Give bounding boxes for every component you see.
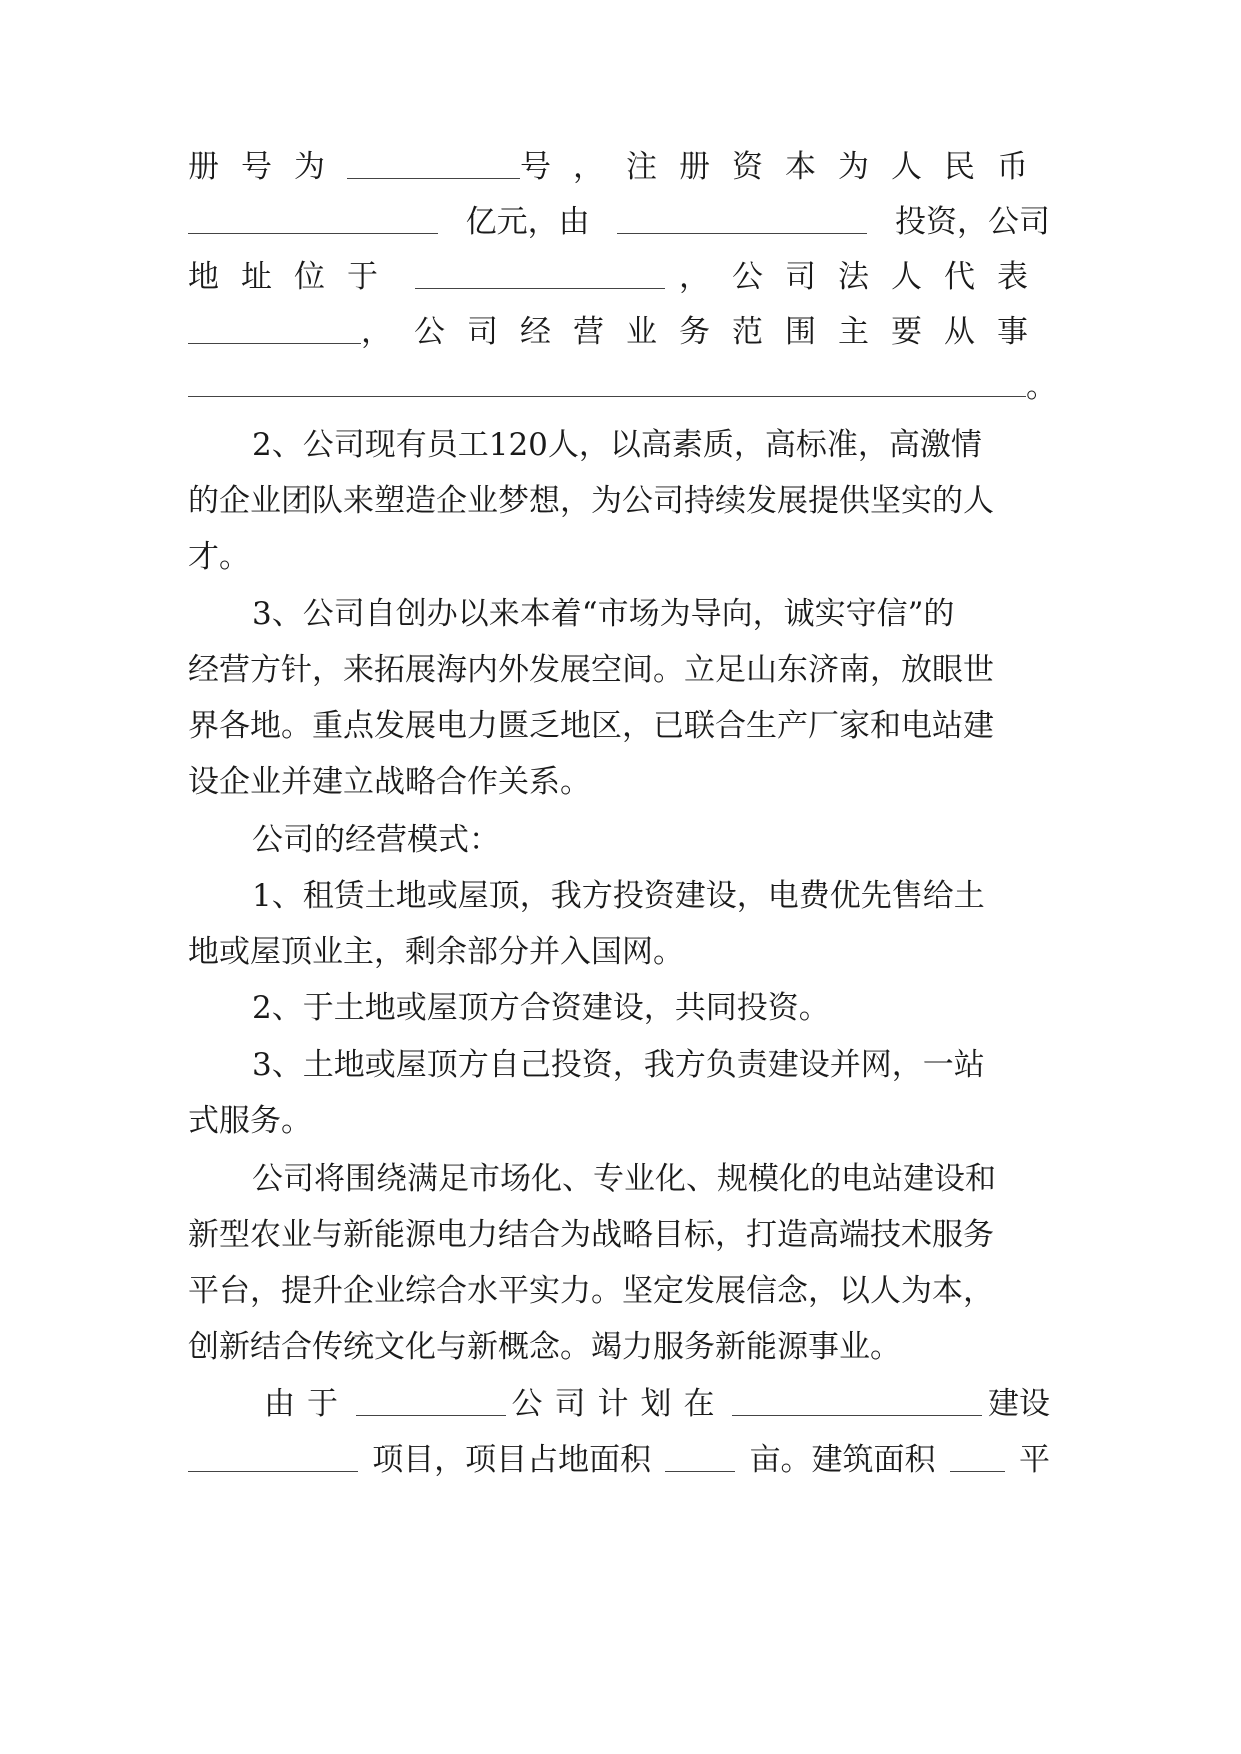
text-segment: 。 xyxy=(1026,369,1057,405)
text-segment: 平 xyxy=(1018,1442,1050,1478)
text-segment: 亿元，由 xyxy=(465,204,590,240)
text-segment: 建设 xyxy=(988,1386,1050,1422)
fill-blank xyxy=(732,1393,982,1416)
text-segment: 地址位于 xyxy=(188,259,400,295)
fill-blank xyxy=(665,1449,735,1472)
text-line: 2、公司现有员工120人，以高素质，高标准，高激情 xyxy=(252,427,982,463)
text-line: 3、土地或屋顶方自己投资，我方负责建设并网，一站 xyxy=(252,1047,985,1083)
text-segment: 由于 xyxy=(264,1386,350,1422)
text-line xyxy=(188,310,1050,354)
text-segment: 号，注册资本为人民币 xyxy=(520,149,1050,185)
text-line: 3、公司自创办以来本着“市场为导向，诚实守信”的 xyxy=(252,596,955,632)
text-line xyxy=(188,200,1050,244)
text-segment: 项目，项目占地面积 xyxy=(372,1442,652,1478)
text-segment: ，公司法人代表 xyxy=(679,259,1050,295)
fill-blank xyxy=(950,1449,1005,1472)
fill-blank xyxy=(356,1393,506,1416)
text-line: 平台，提升企业综合水平实力。坚定发展信念，以人为本， xyxy=(188,1273,994,1309)
text-line: 式服务。 xyxy=(188,1103,312,1139)
fill-blank xyxy=(347,156,520,179)
text-segment: 公司计划在 xyxy=(511,1386,727,1422)
text-line xyxy=(188,1382,1050,1426)
text-line: 1、租赁土地或屋顶，我方投资建设，电费优先售给土 xyxy=(252,878,985,914)
section-heading: 公司的经营模式： xyxy=(252,822,500,858)
text-segment: 亩。建筑面积 xyxy=(749,1442,936,1478)
text-line: 新型农业与新能源电力结合为战略目标，打造高端技术服务 xyxy=(188,1217,994,1253)
text-line xyxy=(188,365,1057,409)
text-line: 2、于土地或屋顶方合资建设，共同投资。 xyxy=(252,990,830,1026)
text-line xyxy=(188,145,1050,189)
fill-blank xyxy=(415,266,665,289)
text-line: 经营方针，来拓展海内外发展空间。立足山东济南，放眼世 xyxy=(188,652,994,688)
text-segment: ，公司经营业务范围主要从事 xyxy=(361,314,1050,350)
text-line xyxy=(188,1438,1050,1482)
fill-blank xyxy=(188,374,1026,397)
text-line: 地或屋顶业主，剩余部分并入国网。 xyxy=(188,934,684,970)
text-line: 界各地。重点发展电力匮乏地区，已联合生产厂家和电站建 xyxy=(188,708,994,744)
fill-blank xyxy=(188,211,438,234)
text-line xyxy=(188,255,1050,299)
text-line: 的企业团队来塑造企业梦想，为公司持续发展提供坚实的人 xyxy=(188,483,994,519)
fill-blank xyxy=(617,211,867,234)
text-line: 公司将围绕满足市场化、专业化、规模化的电站建设和 xyxy=(252,1161,996,1197)
fill-blank xyxy=(188,321,361,344)
text-line: 创新结合传统文化与新概念。竭力服务新能源事业。 xyxy=(188,1329,901,1365)
text-segment: 册号为 xyxy=(188,149,347,185)
text-line: 才。 xyxy=(188,539,250,575)
text-line: 设企业并建立战略合作关系。 xyxy=(188,764,591,800)
fill-blank xyxy=(188,1449,358,1472)
text-segment: 投资，公司 xyxy=(894,204,1050,240)
